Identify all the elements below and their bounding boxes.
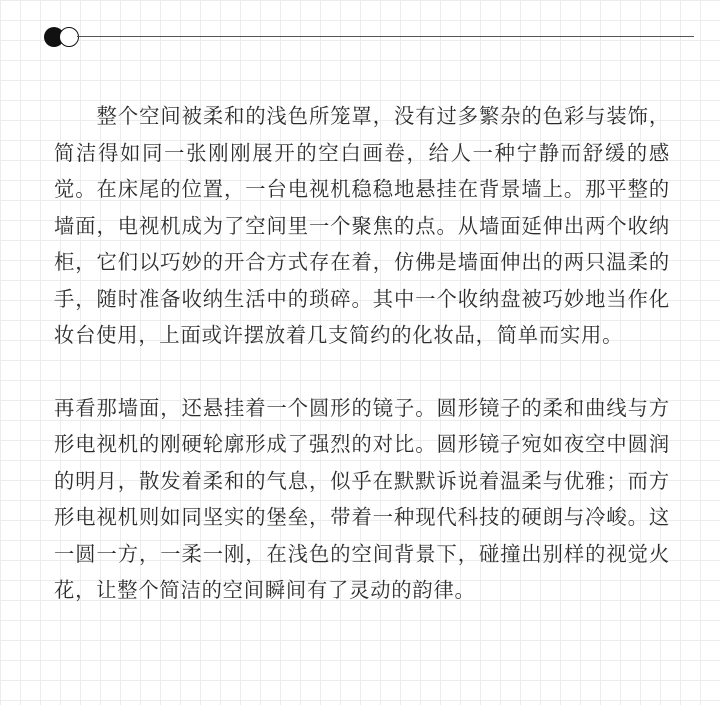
paragraph-1: 整个空间被柔和的浅色所笼罩，没有过多繁杂的色彩与装饰，简洁得如同一张刚刚展开的空白画卷，给人一种宁静而舒缓的感觉。在床尾的位置，一台电视机稳稳地悬挂在背景墙上。那平整的墙面，电视机成为了空间里一个聚焦的点。从墙面延伸出两个收纳柜，它们以巧妙的开合方式存在着，仿佛是墙面伸出的两只温柔的手，随时准备收纳生活中的琐碎。其中一个收纳盘被巧妙地当作化妆台使用，上面或许摆放着几支简约的化妆品，简单而实用。 xyxy=(54,104,670,347)
article-body xyxy=(54,98,670,609)
header-divider xyxy=(44,25,694,49)
paragraph-2: 再看那墙面，还悬挂着一个圆形的镜子。圆形镜子的柔和曲线与方形电视机的刚硬轮廓形成了强烈的对比。圆形镜子宛如夜空中圆润的明月，散发着柔和的气息，似乎在默默诉说着温柔与优雅；而方形电视机则如同坚实的堡垒，带着一种现代科技的硬朗与冷峻。这一圆一方，一柔一刚，在浅色的空间背景下，碰撞出别样的视觉火花，让整个简洁的空间瞬间有了灵动的韵律。 xyxy=(54,395,670,602)
divider-line xyxy=(77,36,694,37)
hollow-circle-icon xyxy=(59,27,79,47)
